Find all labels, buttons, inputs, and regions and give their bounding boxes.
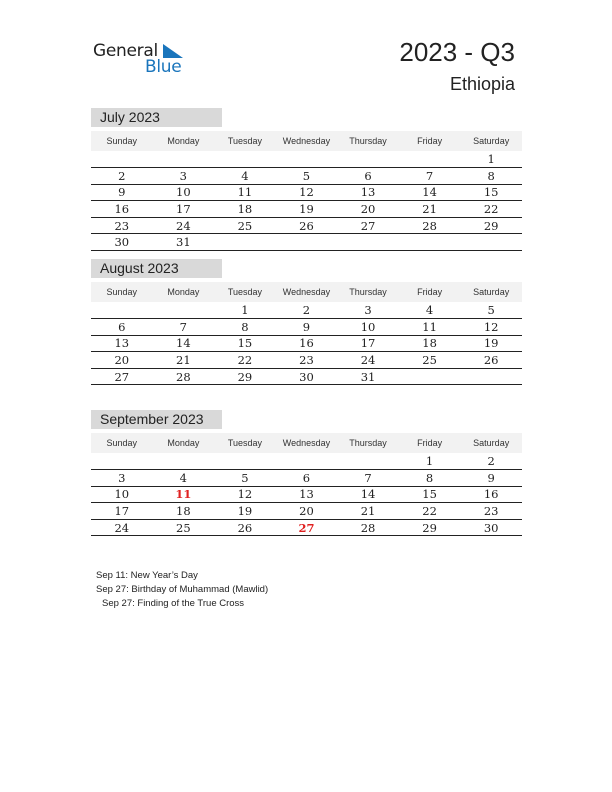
empty-day-cell — [153, 302, 215, 319]
day-cell: 18 — [214, 201, 276, 218]
day-cell: 13 — [91, 335, 153, 352]
day-cell: 4 — [153, 470, 215, 487]
day-cell: 4 — [214, 168, 276, 185]
day-cell: 18 — [399, 335, 461, 352]
holiday-note: Sep 27: Finding of the True Cross — [102, 598, 245, 609]
day-cell: 11 — [214, 184, 276, 201]
weekday-header: Sunday — [91, 131, 153, 151]
day-cell: 14 — [153, 335, 215, 352]
month-september — [91, 410, 522, 536]
day-cell: 6 — [91, 319, 153, 336]
week-row — [91, 470, 522, 487]
day-cell: 11 — [399, 319, 461, 336]
day-cell: 27 — [276, 519, 338, 536]
month-july — [91, 108, 522, 251]
weekday-header: Saturday — [460, 282, 522, 302]
day-cell: 1 — [460, 151, 522, 168]
empty-day-cell — [91, 302, 153, 319]
weekday-header: Monday — [153, 433, 215, 453]
logo-text-blue: Blue — [145, 57, 182, 77]
day-cell: 25 — [214, 217, 276, 234]
day-cell: 30 — [91, 234, 153, 251]
day-cell: 28 — [337, 519, 399, 536]
day-cell: 9 — [91, 184, 153, 201]
empty-day-cell — [91, 151, 153, 168]
day-cell: 9 — [460, 470, 522, 487]
week-row — [91, 201, 522, 218]
week-row — [91, 168, 522, 185]
weekday-header: Saturday — [460, 433, 522, 453]
week-row — [91, 302, 522, 319]
day-cell: 20 — [91, 352, 153, 369]
day-cell: 24 — [153, 217, 215, 234]
day-cell: 5 — [276, 168, 338, 185]
weekday-header: Friday — [399, 131, 461, 151]
day-cell: 16 — [91, 201, 153, 218]
day-cell: 10 — [91, 486, 153, 503]
day-cell: 29 — [399, 519, 461, 536]
day-cell: 20 — [276, 503, 338, 520]
day-cell: 22 — [460, 201, 522, 218]
day-cell: 13 — [337, 184, 399, 201]
day-cell: 2 — [460, 453, 522, 470]
day-cell: 17 — [337, 335, 399, 352]
day-cell: 18 — [153, 503, 215, 520]
day-cell: 24 — [91, 519, 153, 536]
day-cell: 7 — [337, 470, 399, 487]
day-cell: 8 — [214, 319, 276, 336]
day-cell: 1 — [399, 453, 461, 470]
day-cell: 4 — [399, 302, 461, 319]
empty-day-cell — [460, 368, 522, 385]
empty-day-cell — [214, 453, 276, 470]
day-cell: 27 — [337, 217, 399, 234]
empty-day-cell — [399, 151, 461, 168]
day-cell: 12 — [214, 486, 276, 503]
weekday-header: Friday — [399, 282, 461, 302]
day-cell: 19 — [460, 335, 522, 352]
weekday-header: Wednesday — [276, 131, 338, 151]
week-row — [91, 335, 522, 352]
empty-day-cell — [337, 151, 399, 168]
empty-day-cell — [214, 151, 276, 168]
day-cell: 8 — [399, 470, 461, 487]
day-cell: 29 — [214, 368, 276, 385]
day-cell: 7 — [399, 168, 461, 185]
day-cell: 3 — [91, 470, 153, 487]
day-cell: 21 — [153, 352, 215, 369]
day-cell: 8 — [460, 168, 522, 185]
week-row — [91, 519, 522, 536]
day-cell: 27 — [91, 368, 153, 385]
week-row — [91, 151, 522, 168]
day-cell: 5 — [214, 470, 276, 487]
day-cell: 28 — [399, 217, 461, 234]
day-cell: 30 — [460, 519, 522, 536]
day-cell: 5 — [460, 302, 522, 319]
day-cell: 7 — [153, 319, 215, 336]
month-title: August 2023 — [91, 259, 222, 278]
holiday-note: Sep 11: New Year’s Day — [96, 570, 198, 581]
day-cell: 19 — [276, 201, 338, 218]
weekday-header: Monday — [153, 282, 215, 302]
country-name: Ethiopia — [449, 74, 515, 94]
week-row — [91, 352, 522, 369]
month-title: September 2023 — [91, 410, 222, 429]
day-cell: 13 — [276, 486, 338, 503]
day-cell: 6 — [276, 470, 338, 487]
empty-day-cell — [153, 453, 215, 470]
day-cell: 20 — [337, 201, 399, 218]
weekday-header: Thursday — [337, 433, 399, 453]
empty-day-cell — [153, 151, 215, 168]
day-cell: 23 — [276, 352, 338, 369]
day-cell: 3 — [153, 168, 215, 185]
weekday-header: Sunday — [91, 282, 153, 302]
empty-day-cell — [399, 234, 461, 251]
empty-day-cell — [214, 234, 276, 251]
day-cell: 6 — [337, 168, 399, 185]
day-cell: 14 — [337, 486, 399, 503]
weekday-header: Tuesday — [214, 433, 276, 453]
day-cell: 31 — [337, 368, 399, 385]
logo-text-general: General — [93, 41, 158, 61]
week-row — [91, 368, 522, 385]
week-row — [91, 184, 522, 201]
day-cell: 17 — [91, 503, 153, 520]
week-row — [91, 503, 522, 520]
page-title: 2023 - Q3 — [399, 37, 515, 67]
day-cell: 16 — [276, 335, 338, 352]
day-cell: 11 — [153, 486, 215, 503]
day-cell: 21 — [337, 503, 399, 520]
day-cell: 16 — [460, 486, 522, 503]
day-cell: 28 — [153, 368, 215, 385]
day-cell: 17 — [153, 201, 215, 218]
brand-logo — [93, 41, 188, 79]
calendar-grid — [91, 433, 522, 536]
weekday-header: Wednesday — [276, 282, 338, 302]
weekday-header: Sunday — [91, 433, 153, 453]
weekday-header: Saturday — [460, 131, 522, 151]
day-cell: 25 — [153, 519, 215, 536]
empty-day-cell — [337, 453, 399, 470]
day-cell: 12 — [276, 184, 338, 201]
weekday-header: Thursday — [337, 131, 399, 151]
holiday-notes — [96, 569, 268, 611]
weekday-header: Thursday — [337, 282, 399, 302]
day-cell: 15 — [214, 335, 276, 352]
weekday-header: Friday — [399, 433, 461, 453]
day-cell: 30 — [276, 368, 338, 385]
holiday-note: Sep 27: Birthday of Muhammad (Mawlid) — [96, 584, 269, 595]
day-cell: 2 — [276, 302, 338, 319]
day-cell: 31 — [153, 234, 215, 251]
weekday-header: Wednesday — [276, 433, 338, 453]
day-cell: 9 — [276, 319, 338, 336]
day-cell: 22 — [399, 503, 461, 520]
day-cell: 2 — [91, 168, 153, 185]
month-title: July 2023 — [91, 108, 222, 127]
week-row — [91, 453, 522, 470]
day-cell: 23 — [91, 217, 153, 234]
empty-day-cell — [399, 368, 461, 385]
week-row — [91, 486, 522, 503]
weekday-header: Tuesday — [214, 282, 276, 302]
day-cell: 10 — [153, 184, 215, 201]
day-cell: 19 — [214, 503, 276, 520]
empty-day-cell — [276, 453, 338, 470]
weekday-header: Monday — [153, 131, 215, 151]
day-cell: 26 — [214, 519, 276, 536]
week-row — [91, 319, 522, 336]
day-cell: 22 — [214, 352, 276, 369]
month-august — [91, 259, 522, 385]
empty-day-cell — [460, 234, 522, 251]
day-cell: 23 — [460, 503, 522, 520]
empty-day-cell — [276, 234, 338, 251]
day-cell: 24 — [337, 352, 399, 369]
empty-day-cell — [337, 234, 399, 251]
day-cell: 12 — [460, 319, 522, 336]
week-row — [91, 217, 522, 234]
day-cell: 26 — [460, 352, 522, 369]
day-cell: 1 — [214, 302, 276, 319]
day-cell: 3 — [337, 302, 399, 319]
day-cell: 26 — [276, 217, 338, 234]
week-row — [91, 234, 522, 251]
day-cell: 15 — [399, 486, 461, 503]
empty-day-cell — [91, 453, 153, 470]
calendar-grid — [91, 131, 522, 251]
day-cell: 15 — [460, 184, 522, 201]
day-cell: 25 — [399, 352, 461, 369]
day-cell: 29 — [460, 217, 522, 234]
calendar-grid — [91, 282, 522, 385]
day-cell: 21 — [399, 201, 461, 218]
empty-day-cell — [276, 151, 338, 168]
day-cell: 14 — [399, 184, 461, 201]
day-cell: 10 — [337, 319, 399, 336]
weekday-header: Tuesday — [214, 131, 276, 151]
